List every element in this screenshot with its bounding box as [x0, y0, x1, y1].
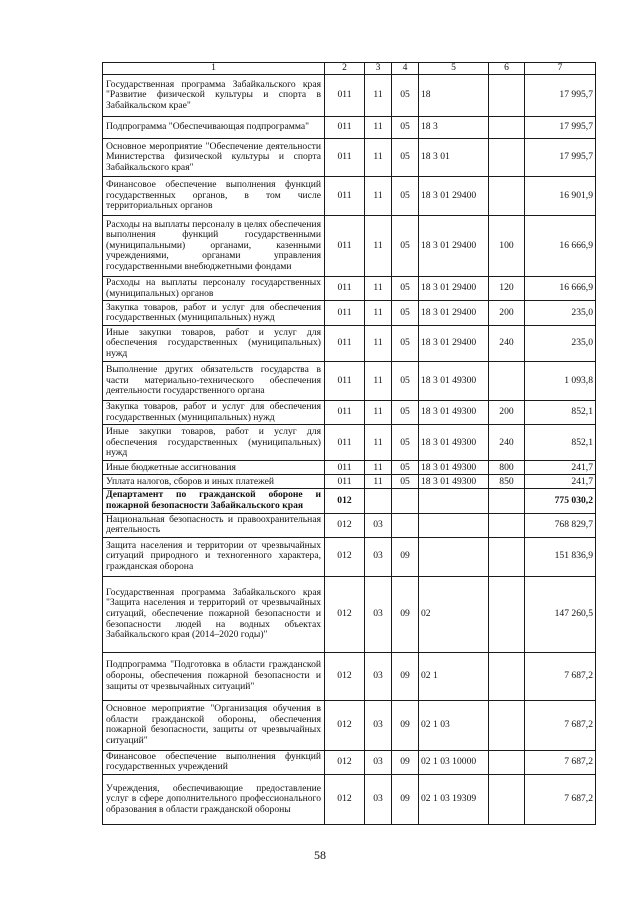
target-article-cell: 02 1 03 — [419, 700, 489, 750]
expense-type-cell — [489, 774, 525, 824]
section-code-cell: 11 — [365, 177, 392, 216]
target-article-cell: 18 3 01 29400 — [419, 277, 489, 301]
admin-code-cell: 011 — [325, 401, 365, 425]
section-code-cell — [365, 489, 392, 513]
table-row — [103, 362, 596, 401]
row-name-cell: Учреждения, обеспечивающие предоставление услуг в сфере дополнительного профессионального образования в области гражданской обороны — [103, 774, 325, 824]
budget-table — [102, 62, 596, 825]
expense-type-cell — [489, 576, 525, 652]
admin-code-cell: 012 — [325, 750, 365, 774]
section-code-cell: 11 — [365, 75, 392, 117]
table-row — [103, 576, 596, 652]
subsection-code-cell: 05 — [392, 177, 419, 216]
section-code-cell: 03 — [365, 652, 392, 700]
admin-code-cell: 012 — [325, 513, 365, 537]
subsection-code-cell: 05 — [392, 117, 419, 139]
header-cell-2: 2 — [325, 63, 365, 75]
admin-code-cell: 012 — [325, 700, 365, 750]
subsection-code-cell: 05 — [392, 362, 419, 401]
amount-cell: 7 687,2 — [525, 700, 596, 750]
table-row — [103, 425, 596, 461]
row-name-cell: Иные закупки товаров, работ и услуг для обеспечения государственных (муниципальных) нужд — [103, 425, 325, 461]
target-article-cell: 18 3 01 29400 — [419, 301, 489, 326]
amount-cell: 768 829,7 — [525, 513, 596, 537]
table-row — [103, 774, 596, 824]
amount-cell: 147 260,5 — [525, 576, 596, 652]
target-article-cell: 02 1 03 19309 — [419, 774, 489, 824]
header-cell-4: 4 — [392, 63, 419, 75]
admin-code-cell: 011 — [325, 216, 365, 277]
amount-cell: 235,0 — [525, 301, 596, 326]
admin-code-cell: 011 — [325, 139, 365, 177]
table-row — [103, 177, 596, 216]
section-code-cell: 03 — [365, 513, 392, 537]
row-name-cell: Государственная программа Забайкальского края "Развитие физической культуры и спорта в Забайкальском крае" — [103, 75, 325, 117]
expense-type-cell — [489, 117, 525, 139]
amount-cell: 7 687,2 — [525, 774, 596, 824]
expense-type-cell — [489, 362, 525, 401]
header-cell-3: 3 — [365, 63, 392, 75]
row-name-cell: Подпрограмма "Обеспечивающая подпрограмма" — [103, 117, 325, 139]
admin-code-cell: 011 — [325, 461, 365, 475]
row-name-cell: Финансовое обеспечение выполнения функций государственных органов, в том числе территориальных органов — [103, 177, 325, 216]
subsection-code-cell: 05 — [392, 277, 419, 301]
target-article-cell: 18 3 01 49300 — [419, 475, 489, 489]
table-row — [103, 117, 596, 139]
amount-cell: 7 687,2 — [525, 750, 596, 774]
target-article-cell — [419, 537, 489, 576]
row-name-cell: Основное мероприятие "Обеспечение деятельности Министерства физической культуры и спорта Забайкальского края" — [103, 139, 325, 177]
amount-cell: 16 901,9 — [525, 177, 596, 216]
row-name-cell: Иные бюджетные ассигнования — [103, 461, 325, 475]
subsection-code-cell: 05 — [392, 326, 419, 362]
section-code-cell: 11 — [365, 117, 392, 139]
row-name-cell: Финансовое обеспечение выполнения функций государственных учреждений — [103, 750, 325, 774]
amount-cell: 1 093,8 — [525, 362, 596, 401]
subsection-code-cell — [392, 513, 419, 537]
expense-type-cell — [489, 513, 525, 537]
subsection-code-cell: 09 — [392, 774, 419, 824]
target-article-cell: 18 3 01 49300 — [419, 425, 489, 461]
section-code-cell: 03 — [365, 576, 392, 652]
section-code-cell: 11 — [365, 277, 392, 301]
expense-type-cell — [489, 652, 525, 700]
admin-code-cell: 011 — [325, 362, 365, 401]
target-article-cell: 02 1 — [419, 652, 489, 700]
table-row — [103, 139, 596, 177]
amount-cell: 16 666,9 — [525, 216, 596, 277]
table-row — [103, 489, 596, 513]
row-name-cell: Выполнение других обязательств государства в части материально-технического обеспечения деятельности государственного органа — [103, 362, 325, 401]
table-row — [103, 75, 596, 117]
table-row — [103, 461, 596, 475]
subsection-code-cell: 05 — [392, 425, 419, 461]
subsection-code-cell — [392, 489, 419, 513]
table-header-row — [103, 63, 596, 75]
target-article-cell — [419, 513, 489, 537]
expense-type-cell: 800 — [489, 461, 525, 475]
target-article-cell: 02 1 03 10000 — [419, 750, 489, 774]
subsection-code-cell: 09 — [392, 537, 419, 576]
section-code-cell: 03 — [365, 537, 392, 576]
table-row — [103, 700, 596, 750]
expense-type-cell — [489, 139, 525, 177]
subsection-code-cell: 09 — [392, 652, 419, 700]
row-name-cell: Департамент по гражданской обороне и пожарной безопасности Забайкальского края — [103, 489, 325, 513]
admin-code-cell: 012 — [325, 489, 365, 513]
row-name-cell: Государственная программа Забайкальского края "Защита населения и территорий от чрезвычайных ситуаций, обеспечение пожарной безопасности и безопасности людей на водных объектах Забайкальского края (2014–2020 годы)" — [103, 576, 325, 652]
subsection-code-cell: 05 — [392, 216, 419, 277]
amount-cell: 16 666,9 — [525, 277, 596, 301]
subsection-code-cell: 09 — [392, 576, 419, 652]
section-code-cell: 03 — [365, 700, 392, 750]
subsection-code-cell: 05 — [392, 401, 419, 425]
row-name-cell: Защита населения и территории от чрезвычайных ситуаций природного и техногенного характера, гражданская оборона — [103, 537, 325, 576]
row-name-cell: Подпрограмма "Подготовка в области гражданской обороны, обеспечения пожарной безопасности и защиты от чрезвычайных ситуаций" — [103, 652, 325, 700]
amount-cell: 235,0 — [525, 326, 596, 362]
target-article-cell: 18 3 — [419, 117, 489, 139]
subsection-code-cell: 09 — [392, 750, 419, 774]
row-name-cell: Основное мероприятие "Организация обучения в области гражданской обороны, обеспечения пожарной безопасности, защиты от чрезвычайных ситуаций" — [103, 700, 325, 750]
table-row — [103, 401, 596, 425]
section-code-cell: 11 — [365, 461, 392, 475]
target-article-cell: 18 3 01 49300 — [419, 461, 489, 475]
row-name-cell: Расходы на выплаты персоналу в целях обеспечения выполнения функций государственными (муниципальными) органами, казенными учреждениями, органами управления государственными внебюджетными фондами — [103, 216, 325, 277]
section-code-cell: 11 — [365, 216, 392, 277]
expense-type-cell — [489, 489, 525, 513]
table-row — [103, 326, 596, 362]
expense-type-cell: 200 — [489, 301, 525, 326]
row-name-cell: Закупка товаров, работ и услуг для обеспечения государственных (муниципальных) нужд — [103, 301, 325, 326]
expense-type-cell — [489, 537, 525, 576]
target-article-cell: 18 — [419, 75, 489, 117]
subsection-code-cell: 05 — [392, 139, 419, 177]
admin-code-cell: 011 — [325, 425, 365, 461]
target-article-cell: 02 — [419, 576, 489, 652]
header-cell-1: 1 — [103, 63, 325, 75]
subsection-code-cell: 05 — [392, 475, 419, 489]
target-article-cell: 18 3 01 — [419, 139, 489, 177]
section-code-cell: 11 — [365, 425, 392, 461]
expense-type-cell — [489, 75, 525, 117]
amount-cell: 775 030,2 — [525, 489, 596, 513]
target-article-cell: 18 3 01 49300 — [419, 401, 489, 425]
amount-cell: 852,1 — [525, 425, 596, 461]
amount-cell: 7 687,2 — [525, 652, 596, 700]
admin-code-cell: 011 — [325, 117, 365, 139]
header-cell-5: 5 — [419, 63, 489, 75]
admin-code-cell: 011 — [325, 475, 365, 489]
subsection-code-cell: 09 — [392, 700, 419, 750]
admin-code-cell: 012 — [325, 537, 365, 576]
admin-code-cell: 011 — [325, 277, 365, 301]
target-article-cell — [419, 489, 489, 513]
admin-code-cell: 012 — [325, 652, 365, 700]
amount-cell: 17 995,7 — [525, 117, 596, 139]
section-code-cell: 11 — [365, 362, 392, 401]
table-row — [103, 475, 596, 489]
table-row — [103, 277, 596, 301]
amount-cell: 17 995,7 — [525, 139, 596, 177]
table-row — [103, 537, 596, 576]
expense-type-cell: 850 — [489, 475, 525, 489]
section-code-cell: 11 — [365, 401, 392, 425]
row-name-cell: Уплата налогов, сборов и иных платежей — [103, 475, 325, 489]
amount-cell: 241,7 — [525, 475, 596, 489]
admin-code-cell: 011 — [325, 177, 365, 216]
section-code-cell: 11 — [365, 326, 392, 362]
section-code-cell: 11 — [365, 301, 392, 326]
target-article-cell: 18 3 01 29400 — [419, 216, 489, 277]
table-row — [103, 301, 596, 326]
expense-type-cell: 100 — [489, 216, 525, 277]
target-article-cell: 18 3 01 29400 — [419, 177, 489, 216]
section-code-cell: 11 — [365, 475, 392, 489]
subsection-code-cell: 05 — [392, 461, 419, 475]
target-article-cell: 18 3 01 49300 — [419, 362, 489, 401]
expense-type-cell: 200 — [489, 401, 525, 425]
admin-code-cell: 011 — [325, 301, 365, 326]
expense-type-cell: 120 — [489, 277, 525, 301]
table-row — [103, 513, 596, 537]
page-number: 58 — [314, 848, 326, 862]
header-cell-7: 7 — [525, 63, 596, 75]
section-code-cell: 03 — [365, 774, 392, 824]
amount-cell: 17 995,7 — [525, 75, 596, 117]
header-cell-6: 6 — [489, 63, 525, 75]
expense-type-cell — [489, 750, 525, 774]
admin-code-cell: 011 — [325, 326, 365, 362]
section-code-cell: 03 — [365, 750, 392, 774]
row-name-cell: Закупка товаров, работ и услуг для обеспечения государственных (муниципальных) нужд — [103, 401, 325, 425]
target-article-cell: 18 3 01 29400 — [419, 326, 489, 362]
subsection-code-cell: 05 — [392, 75, 419, 117]
expense-type-cell — [489, 177, 525, 216]
row-name-cell: Расходы на выплаты персоналу государственных (муниципальных) органов — [103, 277, 325, 301]
amount-cell: 151 836,9 — [525, 537, 596, 576]
admin-code-cell: 012 — [325, 774, 365, 824]
table-row — [103, 750, 596, 774]
expense-type-cell: 240 — [489, 326, 525, 362]
table-row — [103, 216, 596, 277]
expense-type-cell: 240 — [489, 425, 525, 461]
amount-cell: 241,7 — [525, 461, 596, 475]
expense-type-cell — [489, 700, 525, 750]
section-code-cell: 11 — [365, 139, 392, 177]
admin-code-cell: 011 — [325, 75, 365, 117]
table-row — [103, 652, 596, 700]
subsection-code-cell: 05 — [392, 301, 419, 326]
row-name-cell: Иные закупки товаров, работ и услуг для обеспечения государственных (муниципальных) нужд — [103, 326, 325, 362]
row-name-cell: Национальная безопасность и правоохранительная деятельность — [103, 513, 325, 537]
admin-code-cell: 012 — [325, 576, 365, 652]
amount-cell: 852,1 — [525, 401, 596, 425]
